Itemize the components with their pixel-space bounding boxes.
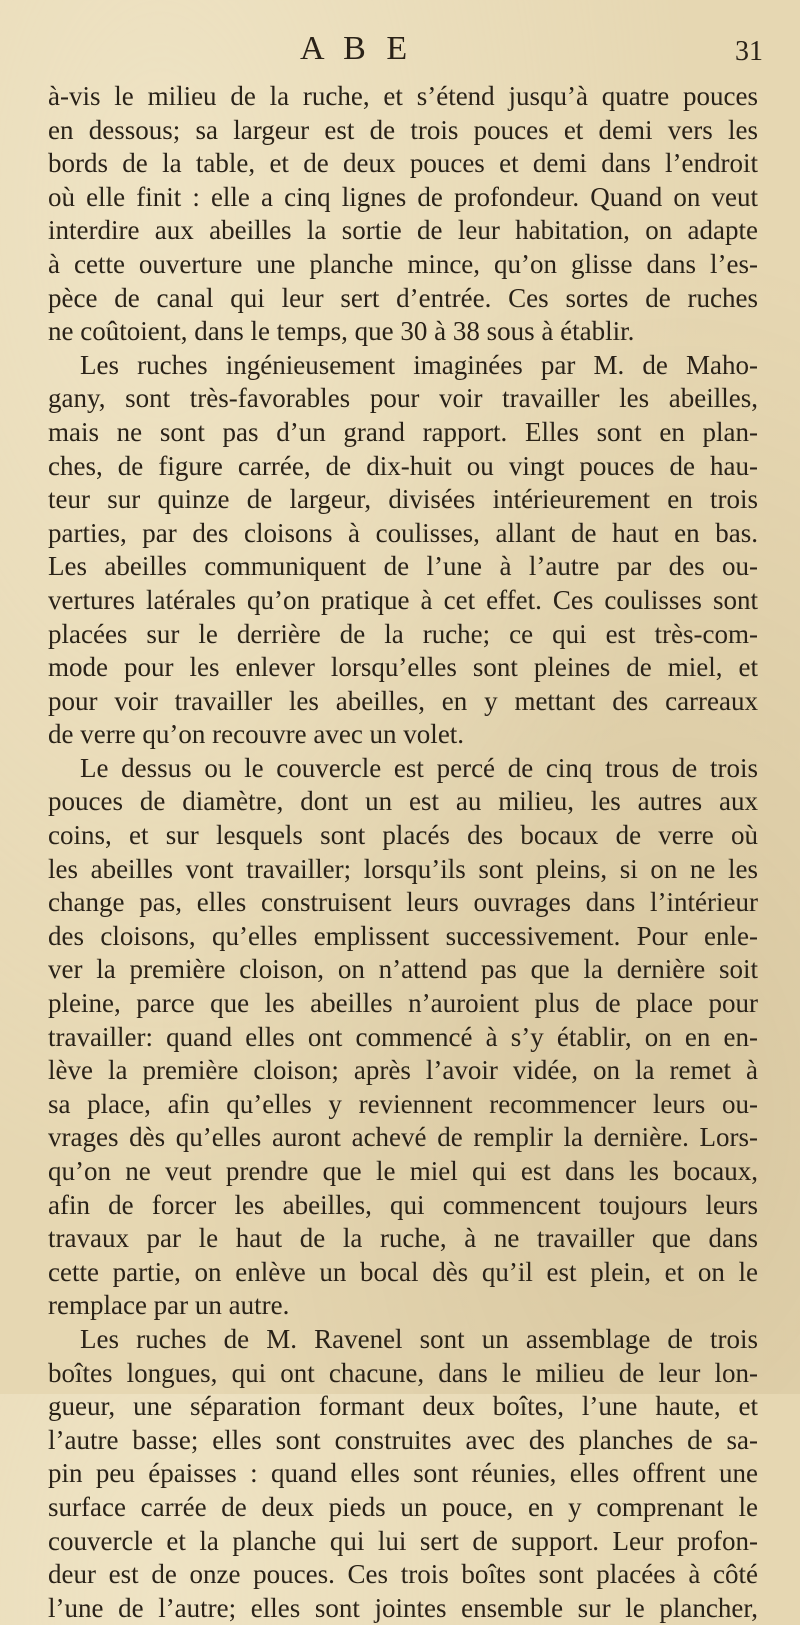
text-line: l’une de l’autre; elles sont jointes ensemble sur le plancher, bbox=[48, 1592, 758, 1623]
text-line: pouces de diamètre, dont un est au milieu, les autres aux bbox=[48, 786, 758, 817]
running-head-title: A B E bbox=[300, 30, 414, 67]
body-text bbox=[48, 80, 758, 1625]
text-line: de verre qu’on recouvre avec un volet. bbox=[48, 719, 465, 750]
text-line: deur est de onze pouces. Ces trois boîtes sont placées à côté bbox=[48, 1559, 758, 1590]
text-line: boîtes longues, qui ont chacune, dans le milieu de leur lon- bbox=[48, 1357, 758, 1388]
text-line: ches, de figure carrée, de dix-huit ou vingt pouces de hau- bbox=[48, 450, 758, 481]
text-line: vertures latérales qu’on pratique à cet effet. Ces coulisses sont bbox=[48, 584, 758, 615]
text-line: les abeilles vont travailler; lorsqu’ils sont pleins, si on ne les bbox=[48, 853, 758, 884]
text-line: placées sur le derrière de la ruche; ce qui est très-com- bbox=[48, 618, 758, 649]
text-line: mode pour les enlever lorsqu’elles sont pleines de miel, et bbox=[48, 652, 758, 683]
text-line: à-vis le milieu de la ruche, et s’étend jusqu’à quatre pouces bbox=[48, 81, 758, 111]
paragraph-start-line: Les ruches de M. Ravenel sont un assemblage de trois bbox=[80, 1323, 758, 1354]
running-head bbox=[0, 30, 800, 70]
text-line: pin peu épaisses : quand elles sont réunies, elles offrent une bbox=[48, 1458, 758, 1489]
text-line: remplace par un autre. bbox=[48, 1290, 290, 1321]
text-line: vrages dès qu’elles auront achevé de remplir la dernière. Lors- bbox=[48, 1122, 758, 1153]
text-line: bords de la table, et de deux pouces et demi dans l’endroit bbox=[48, 148, 758, 179]
text-line: couvercle et la planche qui lui sert de support. Leur profon- bbox=[48, 1525, 758, 1556]
page-number: 31 bbox=[735, 36, 763, 67]
text-line: en dessous; sa largeur est de trois pouces et demi vers les bbox=[48, 114, 758, 145]
text-line: teur sur quinze de largeur, divisées intérieurement en trois bbox=[48, 484, 758, 515]
text-line: l’autre basse; elles sont construites avec des planches de sa- bbox=[48, 1424, 758, 1455]
text-line: des cloisons, qu’elles emplissent successivement. Pour enle- bbox=[48, 920, 758, 951]
text-line: parties, par des cloisons à coulisses, allant de haut en bas. bbox=[48, 517, 758, 548]
text-line: Les abeilles communiquent de l’une à l’autre par des ou- bbox=[48, 551, 758, 582]
paragraph-start-line: Les ruches ingénieusement imaginées par M. de Maho- bbox=[80, 349, 758, 380]
text-line: gueur, une séparation formant deux boîtes, l’une haute, et bbox=[48, 1391, 758, 1422]
text-line: travailler: quand elles ont commencé à s’y établir, on en en- bbox=[48, 1021, 758, 1052]
text-line: où elle finit : elle a cinq lignes de profondeur. Quand on veut bbox=[48, 181, 758, 212]
text-line: pleine, parce que les abeilles n’auroient plus de place pour bbox=[48, 988, 758, 1019]
text-line: travaux par le haut de la ruche, à ne travailler que dans bbox=[48, 1223, 758, 1254]
text-line: qu’on ne veut prendre que le miel qui est dans les bocaux, bbox=[48, 1156, 758, 1186]
text-line: ver la première cloison, on n’attend pas que la dernière soit bbox=[48, 954, 758, 985]
text-line: à cette ouverture une planche mince, qu’on glisse dans l’es- bbox=[48, 248, 758, 279]
text-line: sa place, afin qu’elles y reviennent recommencer leurs ou- bbox=[48, 1088, 758, 1119]
text-line: surface carrée de deux pieds un pouce, en y comprenant le bbox=[48, 1491, 758, 1522]
text-line: interdire aux abeilles la sortie de leur habitation, on adapte bbox=[48, 215, 758, 246]
text-line: cette partie, on enlève un bocal dès qu’il est plein, et on le bbox=[48, 1256, 758, 1287]
text-line: pèce de canal qui leur sert d’entrée. Ces sortes de ruches bbox=[48, 282, 758, 313]
text-line: pour voir travailler les abeilles, en y mettant des carreaux bbox=[48, 685, 758, 716]
paragraph-start-line: Le dessus ou le couvercle est percé de cinq trous de trois bbox=[80, 752, 758, 783]
text-line: change pas, elles construisent leurs ouvrages dans l’intérieur bbox=[48, 887, 758, 918]
text-line: afin de forcer les abeilles, qui commencent toujours leurs bbox=[48, 1189, 758, 1220]
text-line: mais ne sont pas d’un grand rapport. Elles sont en plan- bbox=[48, 416, 758, 447]
text-line: lève la première cloison; après l’avoir vidée, on la remet à bbox=[48, 1055, 758, 1086]
text-line: ne coûtoient, dans le temps, que 30 à 38 sous à établir. bbox=[48, 316, 635, 347]
text-line: coins, et sur lesquels sont placés des bocaux de verre où bbox=[48, 820, 758, 851]
text-line: gany, sont très-favorables pour voir travailler les abeilles, bbox=[48, 383, 758, 414]
